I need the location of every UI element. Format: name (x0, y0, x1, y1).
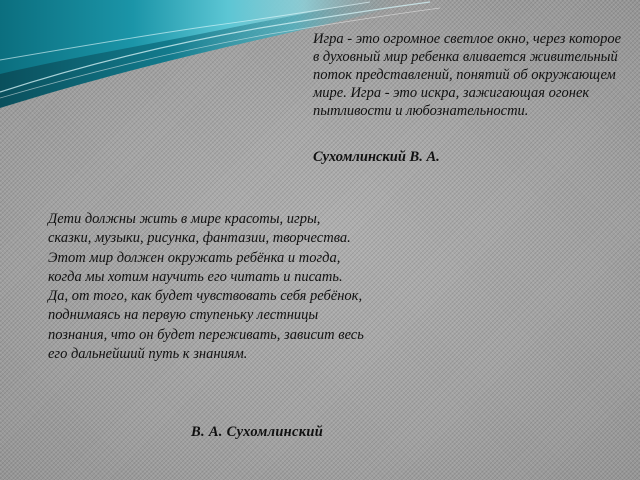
quote-bottom-author: В. А. Сухомлинский (191, 424, 324, 440)
quote-top-text: Игра - это огромное светлое окно, через которое в духовный мир ребенка вливается живительный поток представлений, понятий об окружающем мире. Игра - это искра, зажигающая огонек пытливости и любознательности. (313, 31, 622, 119)
quote-top-author: Сухомлинский В. А. (313, 149, 440, 165)
quote-bottom-text: Дети должны жить в мире красоты, игры, сказки, музыки, рисунка, фантазии, творчества. Этот мир должен окружать ребёнка и тогда, когда мы хотим научить его читать и писать. Да, от того, как будет чувствовать себя ребёнок, поднимаясь на первую ступеньку лестницы познания, что он будет переживать, зависит весь его дальнейший путь к знаниям. (48, 211, 364, 363)
